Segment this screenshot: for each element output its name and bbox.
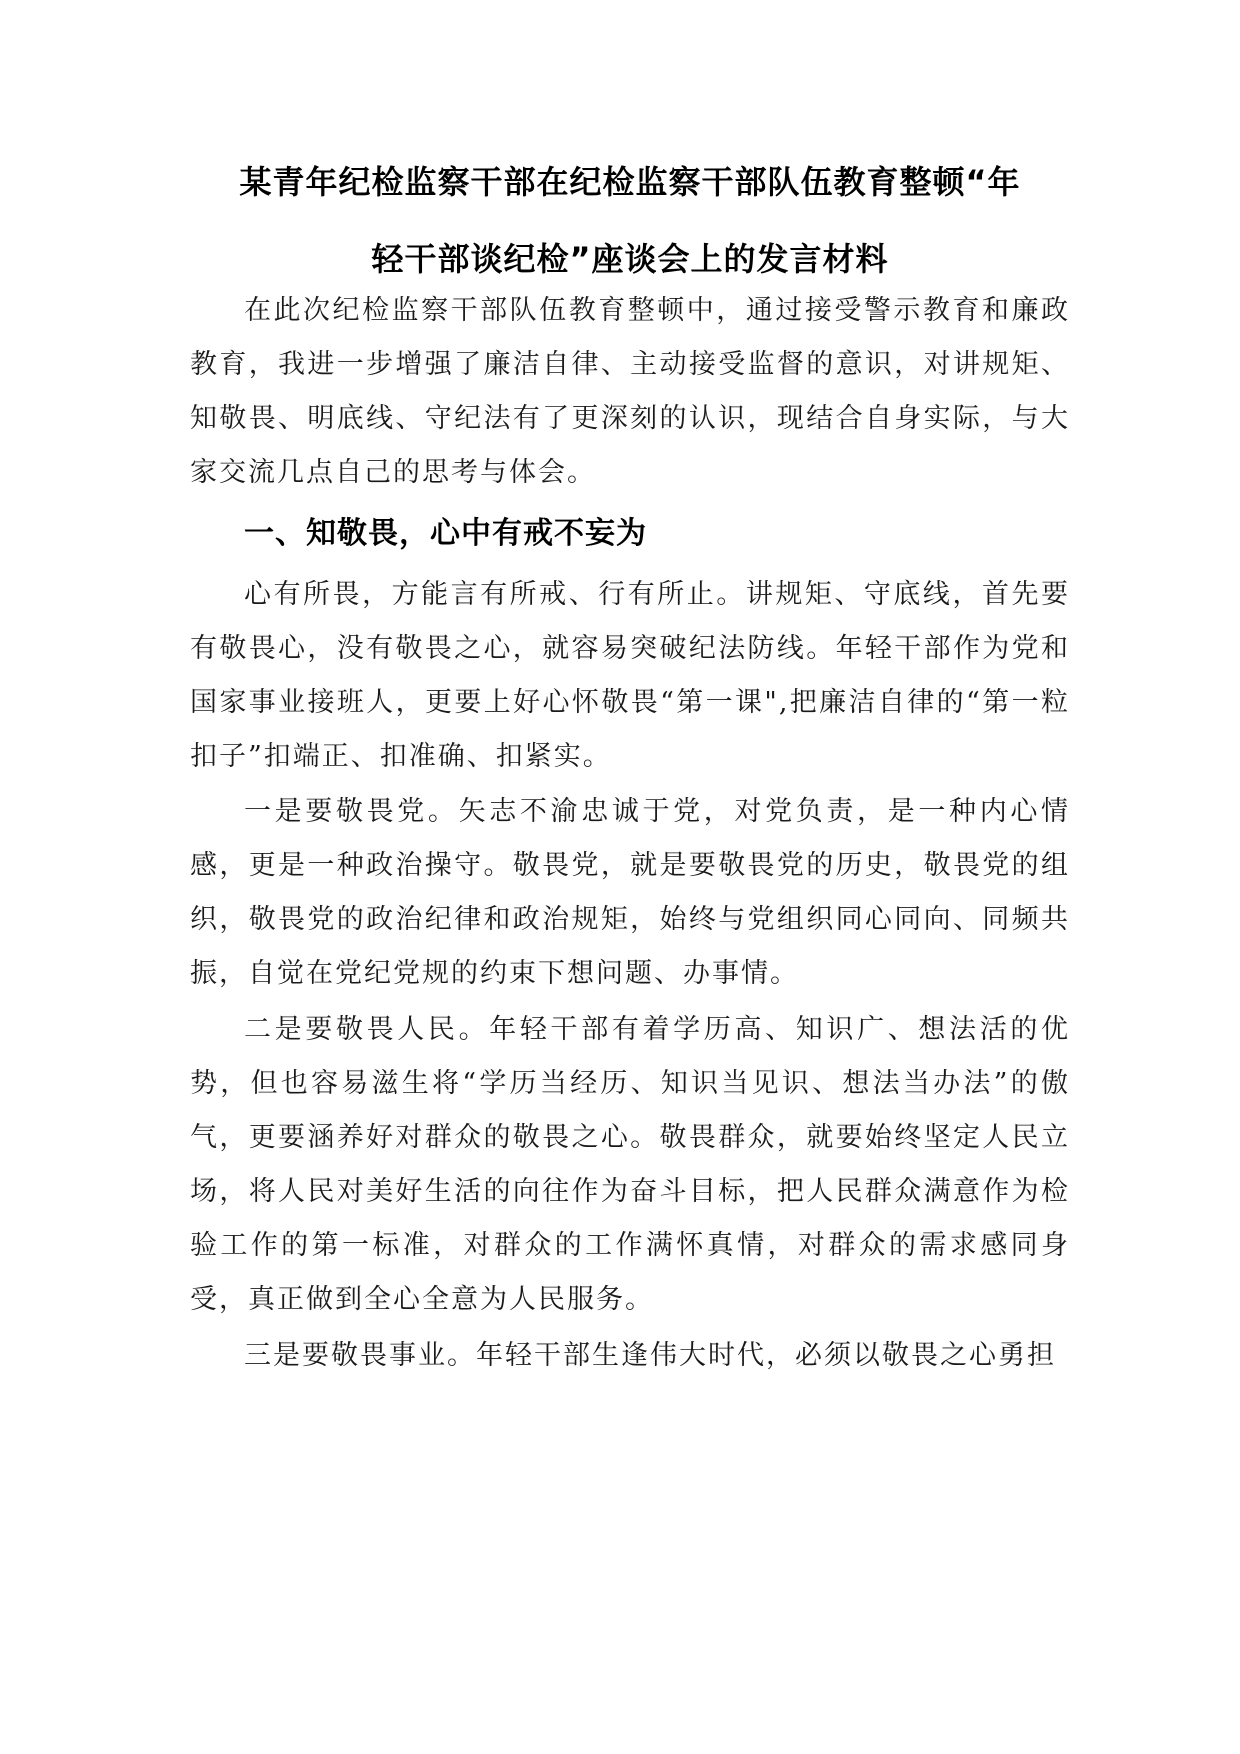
body-paragraph-1: 心有所畏，方能言有所戒、行有所止。讲规矩、守底线，首先要有敬畏心，没有敬畏之心，就容易突破纪法防线。年轻干部作为党和国家事业接班人，更要上好心怀敬畏“第一课",把廉洁自律的“第一粒扣子”扣端正、扣准确、扣紧实。 bbox=[190, 579, 1070, 772]
section-heading-1: 一、知敬畏，心中有戒不妄为 bbox=[244, 516, 647, 551]
body-paragraph-4: 三是要敬畏事业。年轻干部生逢伟大时代，必须以敬畏之心勇担 bbox=[244, 1340, 1056, 1371]
document-title-line-2: 轻干部谈纪检”座谈会上的发言材料 bbox=[371, 240, 889, 278]
body-paragraph-3: 二是要敬畏人民。年轻干部有着学历高、知识广、想法活的优势，但也容易滋生将“学历当经历、知识当见识、想法当办法”的傲气，更要涵养好对群众的敬畏之心。敬畏群众，就要始终坚定人民立场，将人民对美好生活的向往作为奋斗目标，把人民群众满意作为检验工作的第一标准，对群众的工作满怀真情，对群众的需求感同身受，真正做到全心全意为人民服务。 bbox=[190, 1014, 1070, 1315]
document-title-line-1: 某青年纪检监察干部在纪检监察干部队伍教育整顿“年 bbox=[239, 163, 1021, 201]
intro-paragraph: 在此次纪检监察干部队伍教育整顿中，通过接受警示教育和廉政教育，我进一步增强了廉洁自律、主动接受监督的意识，对讲规矩、知敬畏、明底线、守纪法有了更深刻的认识，现结合自身实际，与大家交流几点自己的思考与体会。 bbox=[190, 295, 1070, 488]
body-paragraph-2: 一是要敬畏党。矢志不渝忠诚于党，对党负责，是一种内心情感，更是一种政治操守。敬畏党，就是要敬畏党的历史，敬畏党的组织，敬畏党的政治纪律和政治规矩，始终与党组织同心同向、同频共振，自觉在党纪党规的约束下想问题、办事情。 bbox=[190, 796, 1070, 989]
